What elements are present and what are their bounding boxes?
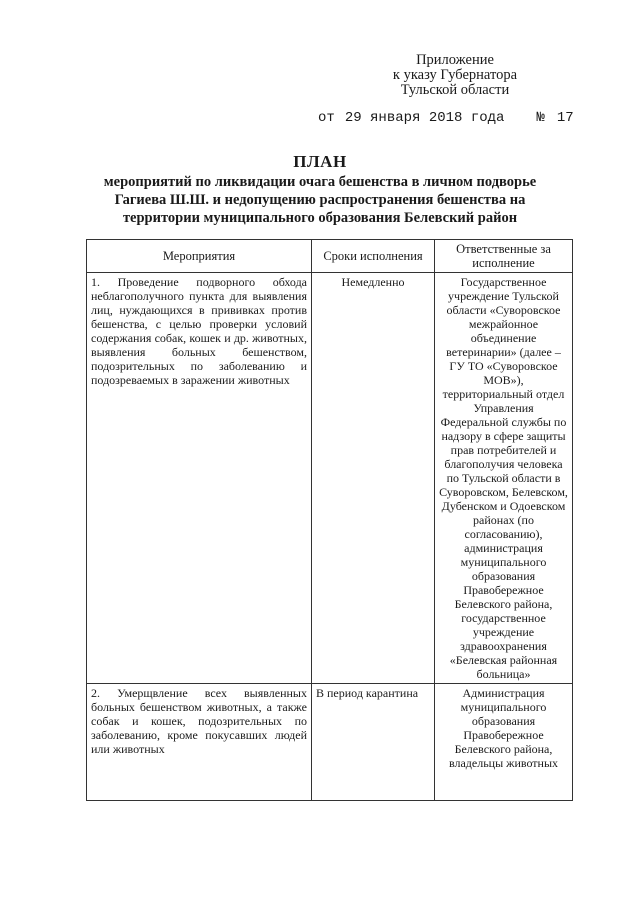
responsible-cell: Государственное учреждение Тульской области «Суворовское межрайонное объединение ветеринарии» (далее – ГУ ТО «Суворовское МОВ»), территориальный отдел Управления Федеральной службы по надзору в сфере защиты прав потребителей и благополучия человека по Тульской области в Суворовском, Белевском, Дубенском и Одоевском районах (по согласованию), администрация муниципального образования Правобережное Белевского района, государственное учреждение здравоохранения «Белевская районная больница»: [435, 273, 573, 684]
appendix-line: к указу Губернатора: [392, 67, 518, 83]
plan-table: [86, 239, 573, 801]
date-prefix: от: [318, 110, 335, 126]
appendix-block: [360, 53, 550, 98]
responsible-cell: Администрация муниципального образования Правобережное Белевского района, владельцы животных: [435, 684, 573, 801]
decree-date: 29 января 2018 года: [344, 110, 505, 126]
table-header-row: [87, 240, 573, 273]
decree-number: 17: [556, 110, 574, 126]
table-row: [87, 273, 573, 684]
title-block: [95, 152, 545, 227]
header-activities: Мероприятия: [87, 240, 312, 273]
decree-date-number: [318, 110, 574, 126]
activity-cell: 1. Проведение подворного обхода неблагополучного пункта для выявления лиц, нуждающихся в прививках против бешенства, с целью проверки условий содержания собак, кошек и др. животных, выявления больных бешенством, подозрительных по заболеванию и подозреваемых в заражении животных: [87, 273, 312, 684]
table-row: [87, 684, 573, 801]
appendix-line: Тульской области: [400, 82, 510, 98]
appendix-line: Приложение: [416, 52, 494, 68]
deadline-cell: В период карантина: [312, 684, 435, 801]
header-deadline: Сроки исполнения: [312, 240, 435, 273]
header-responsible: Ответственные за исполнение: [435, 240, 573, 273]
number-label: №: [536, 110, 545, 126]
plan-title: ПЛАН: [293, 152, 347, 171]
deadline-cell: Немедленно: [312, 273, 435, 684]
activity-cell: 2. Умерщвление всех выявленных больных бешенством животных, а также собак и кошек, подозрительных по заболеванию, кроме покусавших людей или животных: [87, 684, 312, 801]
plan-subtitle: мероприятий по ликвидации очага бешенства в личном подворье Гагиева Ш.Ш. и недопущению распространения бешенства на территории муниципального образования Белевский район: [103, 174, 537, 226]
